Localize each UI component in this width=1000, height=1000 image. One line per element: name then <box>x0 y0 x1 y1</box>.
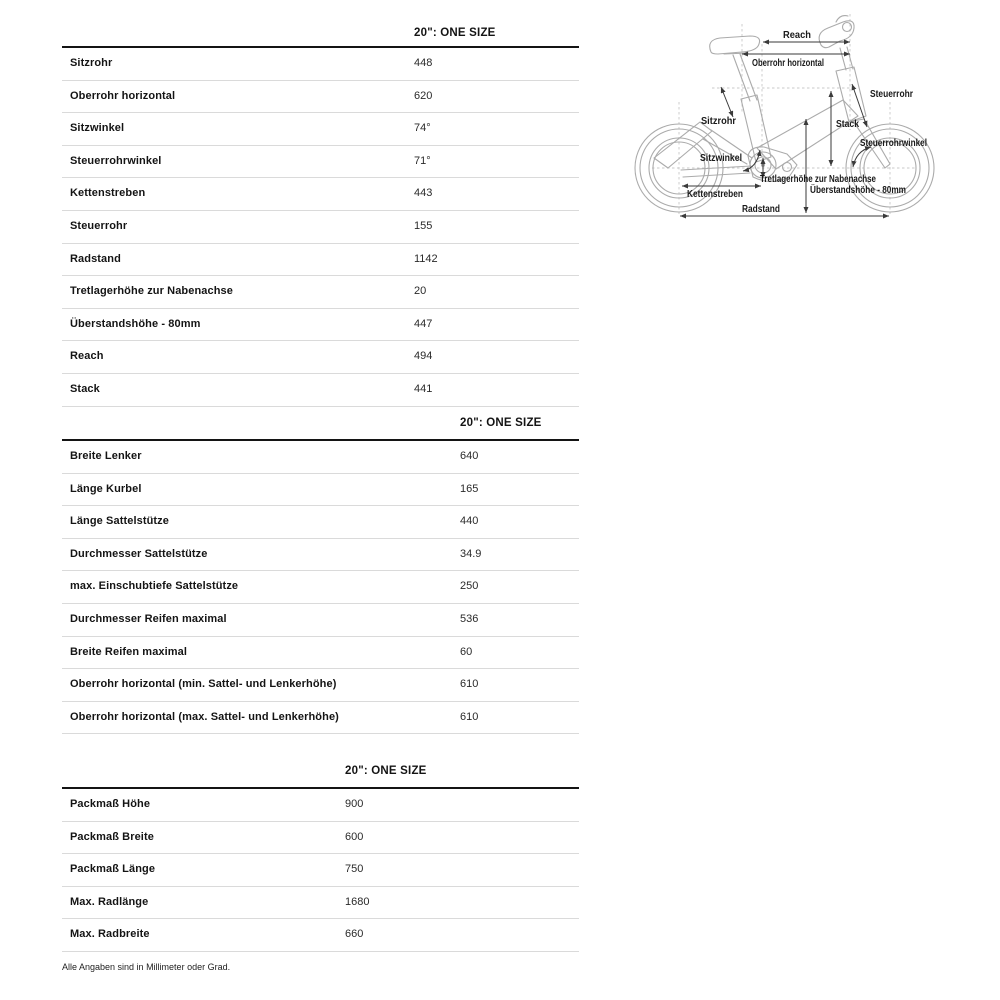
table-row <box>62 474 579 507</box>
table-row <box>62 822 579 855</box>
spec-label: Breite Reifen maximal <box>70 645 188 658</box>
table-row <box>62 309 579 342</box>
spec-label: Packmaß Höhe <box>70 798 151 810</box>
spec-label: Länge Sattelstütze <box>70 515 169 528</box>
table-row <box>62 341 579 374</box>
spec-value: 448 <box>414 57 433 69</box>
table-row <box>62 113 579 146</box>
table-row <box>62 854 579 887</box>
spec-value: 443 <box>414 187 433 200</box>
spec-label: Durchmesser Sattelstütze <box>70 547 208 560</box>
table-row <box>62 789 579 822</box>
units-footnote: Alle Angaben sind in Millimeter oder Grad. <box>62 962 231 972</box>
table-header-row <box>62 756 579 789</box>
spec-value: 620 <box>414 89 433 102</box>
table-row <box>62 637 579 670</box>
spec-value: 447 <box>414 317 433 330</box>
spec-value: 750 <box>345 863 364 876</box>
spec-value: 1680 <box>345 895 370 908</box>
toptube-label: Oberrohr horizontal <box>752 58 825 69</box>
dimension-labels <box>687 30 927 215</box>
spec-label: Oberrohr horizontal <box>70 89 176 102</box>
spec-value: 34.9 <box>460 547 482 560</box>
geometry-table <box>62 20 579 407</box>
spec-label: Kettenstreben <box>70 187 146 200</box>
spec-value: 900 <box>345 798 364 810</box>
spec-label: Länge Kurbel <box>70 482 142 495</box>
stack-label: Stack <box>836 119 860 130</box>
wheelbase-label: Radstand <box>742 204 780 215</box>
spec-label: Packmaß Breite <box>70 830 154 843</box>
table-row <box>62 669 579 702</box>
table-row <box>62 211 579 244</box>
spec-label: Max. Radbreite <box>70 928 150 941</box>
table-row <box>62 887 579 920</box>
table-row <box>62 441 579 474</box>
spec-value: 60 <box>460 645 473 658</box>
spec-value: 1142 <box>414 252 438 265</box>
spec-value: 250 <box>460 580 479 593</box>
spec-value: 494 <box>414 350 433 363</box>
spec-value: 155 <box>414 219 433 232</box>
headangle-label: Steuerrohrwinkel <box>860 138 928 149</box>
table-row <box>62 506 579 539</box>
spec-label: Oberrohr horizontal (min. Sattel- und Lenkerhöhe) <box>70 678 337 691</box>
spec-label: Radstand <box>70 252 121 265</box>
spec-value: 536 <box>460 612 479 625</box>
table-row <box>62 539 579 572</box>
seattube-dimension-arrow <box>721 87 733 117</box>
table-row <box>62 919 579 952</box>
table-row <box>62 374 579 407</box>
chainstay-label: Kettenstreben <box>687 189 743 200</box>
spec-label: Steuerrohrwinkel <box>70 154 162 167</box>
packing-table <box>62 756 579 952</box>
table-row <box>62 702 579 735</box>
spec-value: 610 <box>460 678 479 691</box>
spec-label: Reach <box>70 350 104 363</box>
spec-label: Steuerrohr <box>70 219 128 232</box>
reach-label: Reach <box>783 30 811 41</box>
spec-label: Oberrohr horizontal (max. Sattel- und Lenkerhöhe) <box>70 710 339 723</box>
seattube-label: Sitzrohr <box>701 116 737 127</box>
table-header-row <box>62 408 579 441</box>
spec-value: 440 <box>460 515 479 528</box>
spec-value: 20 <box>414 285 427 298</box>
spec-label: Stack <box>70 382 100 395</box>
table-row <box>62 571 579 604</box>
size-column-header: 20": ONE SIZE <box>460 417 542 429</box>
spec-label: Max. Radlänge <box>70 895 149 908</box>
size-column-header: 20": ONE SIZE <box>345 765 427 777</box>
spec-label: Packmaß Länge <box>70 863 156 876</box>
table-row <box>62 48 579 81</box>
table-row <box>62 244 579 277</box>
spec-value: 640 <box>460 450 479 462</box>
spec-value: 600 <box>345 830 364 843</box>
headtube-label: Steuerrohr <box>870 89 914 100</box>
standover-label: Überstandshöhe - 80mm <box>810 185 927 196</box>
spec-value: 74° <box>414 122 431 135</box>
spec-label: Breite Lenker <box>70 450 142 462</box>
table-row <box>62 146 579 179</box>
spec-label: max. Einschubtiefe Sattelstütze <box>70 580 239 593</box>
size-column-header: 20": ONE SIZE <box>414 27 496 39</box>
spec-value: 660 <box>345 928 364 941</box>
table-row <box>62 81 579 114</box>
spec-value: 441 <box>414 382 433 395</box>
spec-label: Überstandshöhe - 80mm <box>70 317 201 330</box>
bbheight-label: Tretlagerhöhe zur Nabenachse <box>760 174 877 185</box>
components-table <box>62 408 579 734</box>
table-header-row <box>62 20 579 48</box>
spec-label: Tretlagerhöhe zur Nabenachse <box>70 285 233 298</box>
table-row <box>62 604 579 637</box>
seatangle-label: Sitzwinkel <box>700 153 743 164</box>
spec-label: Sitzwinkel <box>70 122 125 135</box>
spec-value: 610 <box>460 710 479 723</box>
bike-geometry-diagram <box>630 0 960 230</box>
spec-value: 71° <box>414 154 431 167</box>
spec-value: 165 <box>460 482 479 495</box>
table-row <box>62 178 579 211</box>
table-row <box>62 276 579 309</box>
spec-label: Durchmesser Reifen maximal <box>70 612 227 625</box>
spec-label: Sitzrohr <box>70 57 113 69</box>
